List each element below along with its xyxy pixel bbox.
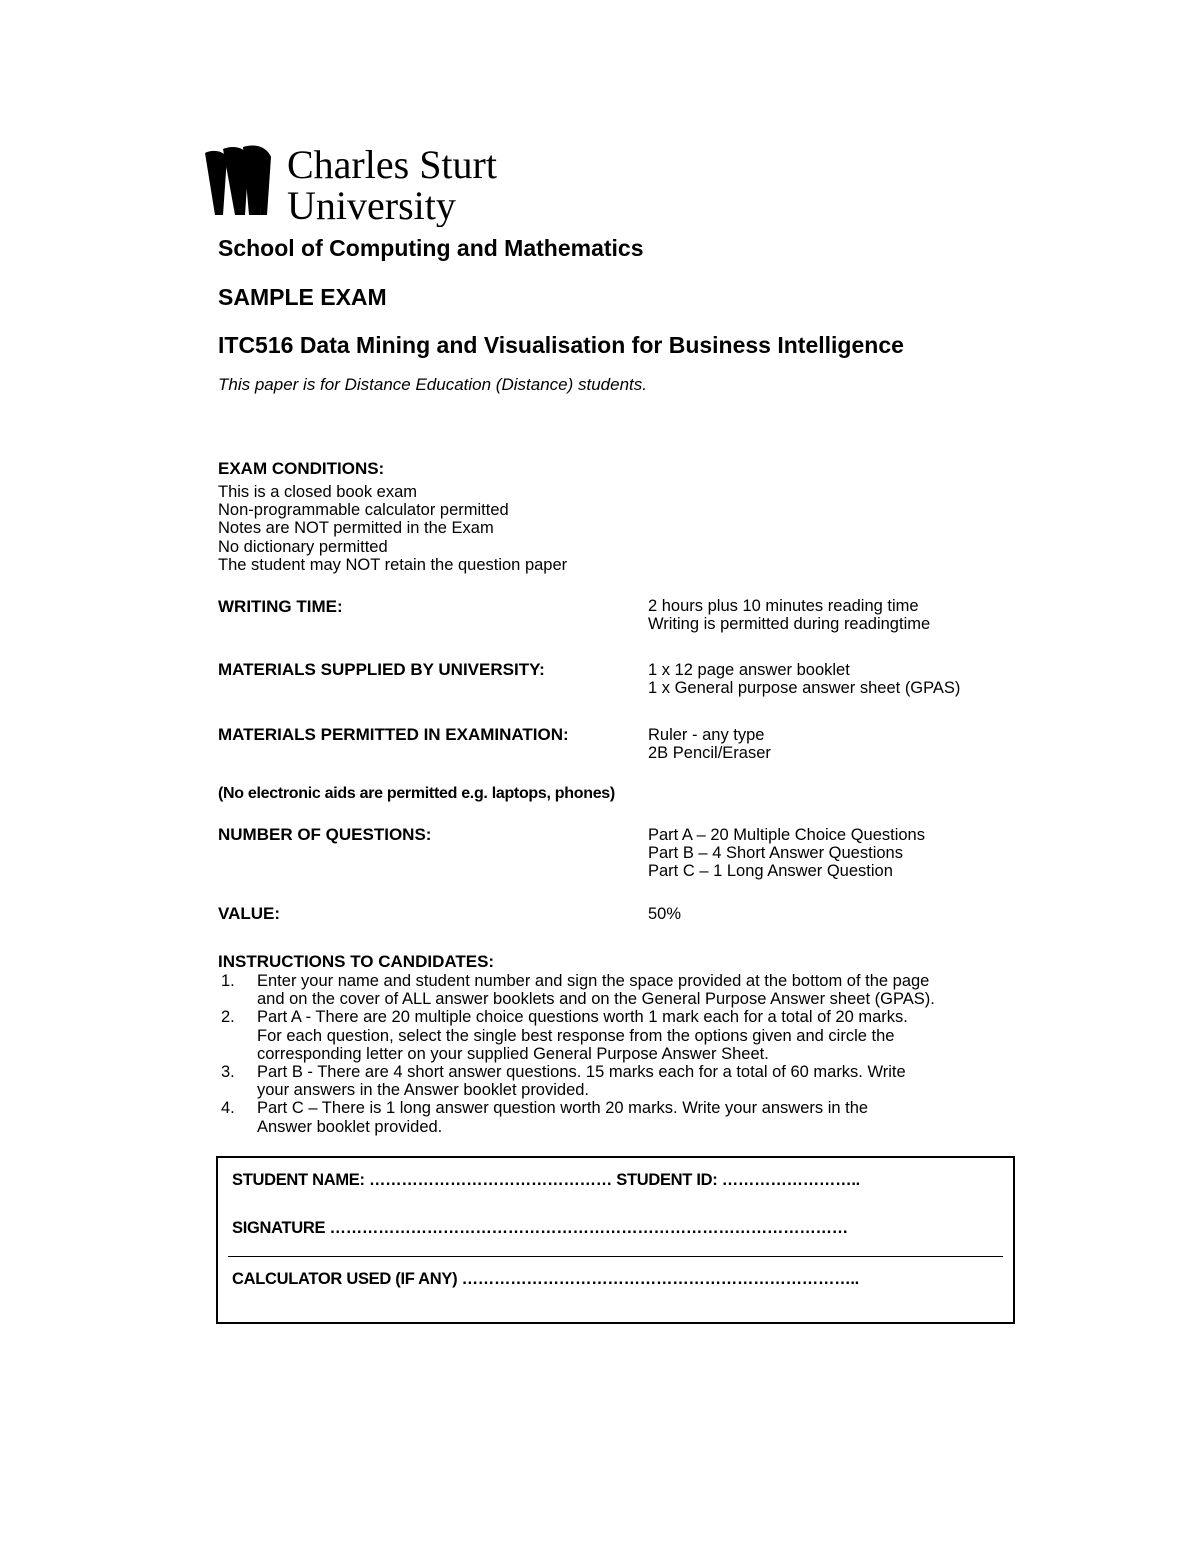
value-label: VALUE: [218, 904, 281, 923]
school-name: School of Computing and Mathematics [218, 235, 644, 261]
writing-time-label: WRITING TIME: [218, 597, 343, 616]
question-part-line: Part C – 1 Long Answer Question [648, 862, 893, 881]
instruction-line: Part B - There are 4 short answer questions. 15 marks each for a total of 60 marks. Write [257, 1063, 906, 1082]
subject-title: ITC516 Data Mining and Visualisation for Business Intelligence [218, 332, 904, 358]
paper-note: This paper is for Distance Education (Distance) students. [218, 375, 647, 394]
condition-line: The student may NOT retain the question paper [218, 555, 568, 574]
number-of-questions-value [648, 826, 925, 881]
signature-line[interactable]: SIGNATURE …………………………………………………………………………………… [232, 1219, 848, 1237]
condition-line: This is a closed book exam [218, 483, 418, 501]
instruction-line: For each question, select the single best response from the options given and circle the [257, 1026, 895, 1045]
materials-supplied-line: 1 x General purpose answer sheet (GPAS) [648, 679, 961, 698]
divider [228, 1256, 1003, 1257]
instructions-heading: INSTRUCTIONS TO CANDIDATES: [218, 952, 495, 971]
condition-line: Non-programmable calculator permitted [218, 501, 509, 520]
instruction-line: Enter your name and student number and sign the space provided at the bottom of the page [257, 972, 930, 990]
instruction-line: Part C – There is 1 long answer question worth 20 marks. Write your answers in the [257, 1099, 869, 1118]
materials-permitted-label: MATERIALS PERMITTED IN EXAMINATION: [218, 725, 569, 744]
materials-permitted-line: 2B Pencil/Eraser [648, 744, 771, 763]
instruction-item [218, 972, 1023, 1008]
instruction-item [218, 1008, 1023, 1063]
instruction-line: and on the cover of ALL answer booklets and on the General Purpose Answer sheet (GPAS). [257, 990, 935, 1009]
svg-text:University: University [287, 183, 456, 227]
value-amount: 50% [648, 905, 682, 923]
instruction-number: 2. [221, 1008, 235, 1027]
materials-permitted-value [648, 726, 771, 762]
instructions-list [218, 972, 1023, 1136]
instruction-number: 1. [221, 972, 235, 990]
instruction-number: 3. [221, 1063, 235, 1082]
question-part-line: Part B – 4 Short Answer Questions [648, 844, 903, 863]
university-logo-mark [205, 143, 515, 227]
condition-line: Notes are NOT permitted in the Exam [218, 519, 494, 538]
instruction-item [218, 1063, 1023, 1099]
number-of-questions-label: NUMBER OF QUESTIONS: [218, 825, 432, 844]
university-logo [205, 143, 515, 232]
exam-conditions-heading: EXAM CONDITIONS: [218, 459, 385, 478]
exam-type: SAMPLE EXAM [218, 284, 387, 310]
writing-time-value [648, 597, 930, 633]
student-details-box [216, 1156, 1015, 1324]
condition-line: No dictionary permitted [218, 537, 388, 556]
materials-supplied-line: 1 x 12 page answer booklet [648, 661, 850, 679]
materials-supplied-value [648, 661, 960, 697]
student-name-id-line[interactable]: STUDENT NAME: ……………………………………… STUDENT ID: …………………….. [232, 1171, 860, 1189]
question-part-line: Part A – 20 Multiple Choice Questions [648, 826, 925, 844]
writing-time-line: 2 hours plus 10 minutes reading time [648, 597, 919, 615]
instruction-line: your answers in the Answer booklet provided. [257, 1081, 590, 1100]
instruction-line: Answer booklet provided. [257, 1117, 443, 1136]
instruction-number: 4. [221, 1099, 235, 1118]
instruction-line: corresponding letter on your supplied General Purpose Answer Sheet. [257, 1044, 769, 1063]
calculator-used-line[interactable]: CALCULATOR USED (IF ANY) ……………………………………………………………….. [232, 1270, 859, 1288]
instruction-line: Part A - There are 20 multiple choice questions worth 1 mark each for a total of 20 marks. [257, 1008, 908, 1027]
materials-supplied-label: MATERIALS SUPPLIED BY UNIVERSITY: [218, 660, 545, 679]
instruction-item [218, 1099, 1023, 1135]
exam-conditions-list [218, 483, 567, 574]
writing-time-line: Writing is permitted during readingtime [648, 615, 931, 634]
materials-permitted-line: Ruler - any type [648, 726, 765, 744]
electronic-aids-note: (No electronic aids are permitted e.g. laptops, phones) [218, 785, 615, 802]
svg-text:Charles Sturt: Charles Sturt [287, 143, 497, 187]
